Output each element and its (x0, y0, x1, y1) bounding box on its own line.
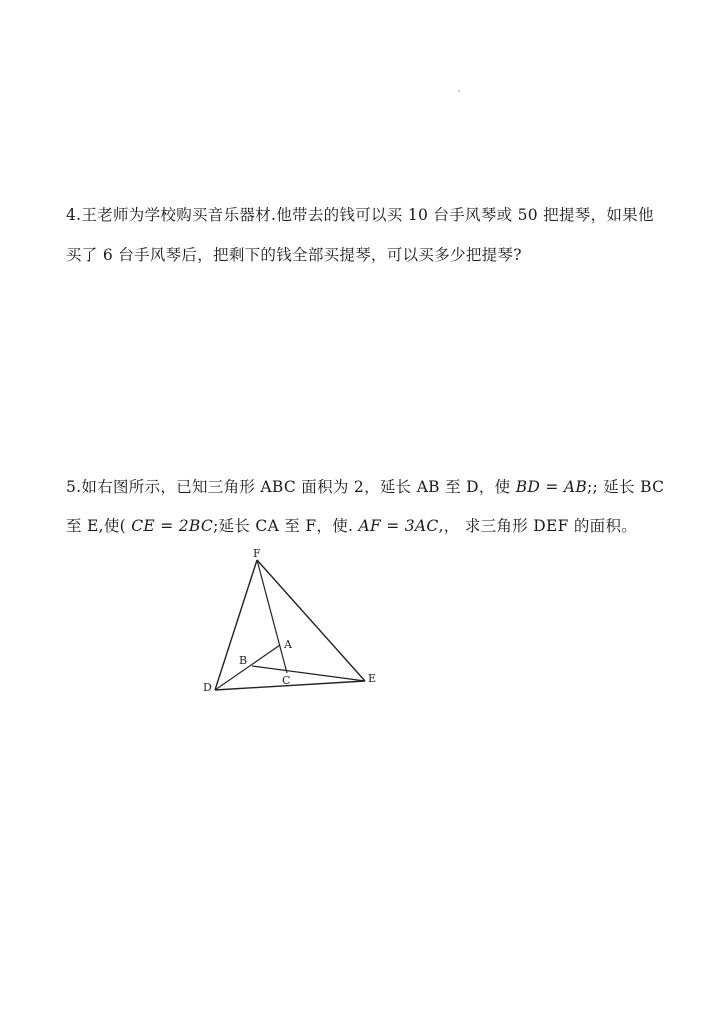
label-e: E (368, 672, 377, 685)
segment-bc-extended (252, 666, 365, 681)
question-4-line-2: 买了 6 台手风琴后，把剩下的钱全部买提琴，可以买多少把提琴? (66, 246, 522, 264)
question-5-line-2-tail: ,， 求三角形 DEF 的面积。 (438, 517, 638, 535)
question-4-line-1: 4.王老师为学校购买音乐器材.他带去的钱可以买 10 台手风琴或 50 把提琴，如果他 (66, 206, 654, 224)
label-c: C (282, 674, 291, 687)
math-bd-equals-ab: BD = AB (515, 478, 588, 496)
question-5-line-1-tail: ;; 延长 BC (587, 478, 665, 496)
math-af-equals-3ac: AF = 3AC (358, 517, 439, 535)
segment-fd (215, 560, 257, 690)
triangle-figure (195, 545, 395, 705)
math-ce-equals-2bc: CE = 2BC (131, 517, 214, 535)
question-5-line-2-mid: ;延长 CA 至 F，使. (213, 517, 359, 535)
scan-speck (458, 90, 460, 92)
label-b: B (239, 654, 248, 667)
label-a: A (284, 638, 292, 651)
question-5-line-2 (66, 515, 637, 537)
question-5-line-1-text: 5.如右图所示，已知三角形 ABC 面积为 2，延长 AB 至 D，使 (66, 478, 516, 496)
segment-ab-extended (215, 645, 280, 690)
question-5-line-1 (66, 476, 664, 498)
label-f: F (253, 547, 261, 560)
label-d: D (203, 681, 212, 694)
question-5-line-2-head: 至 E,使( (66, 517, 132, 535)
triangle-diagram (195, 545, 395, 705)
